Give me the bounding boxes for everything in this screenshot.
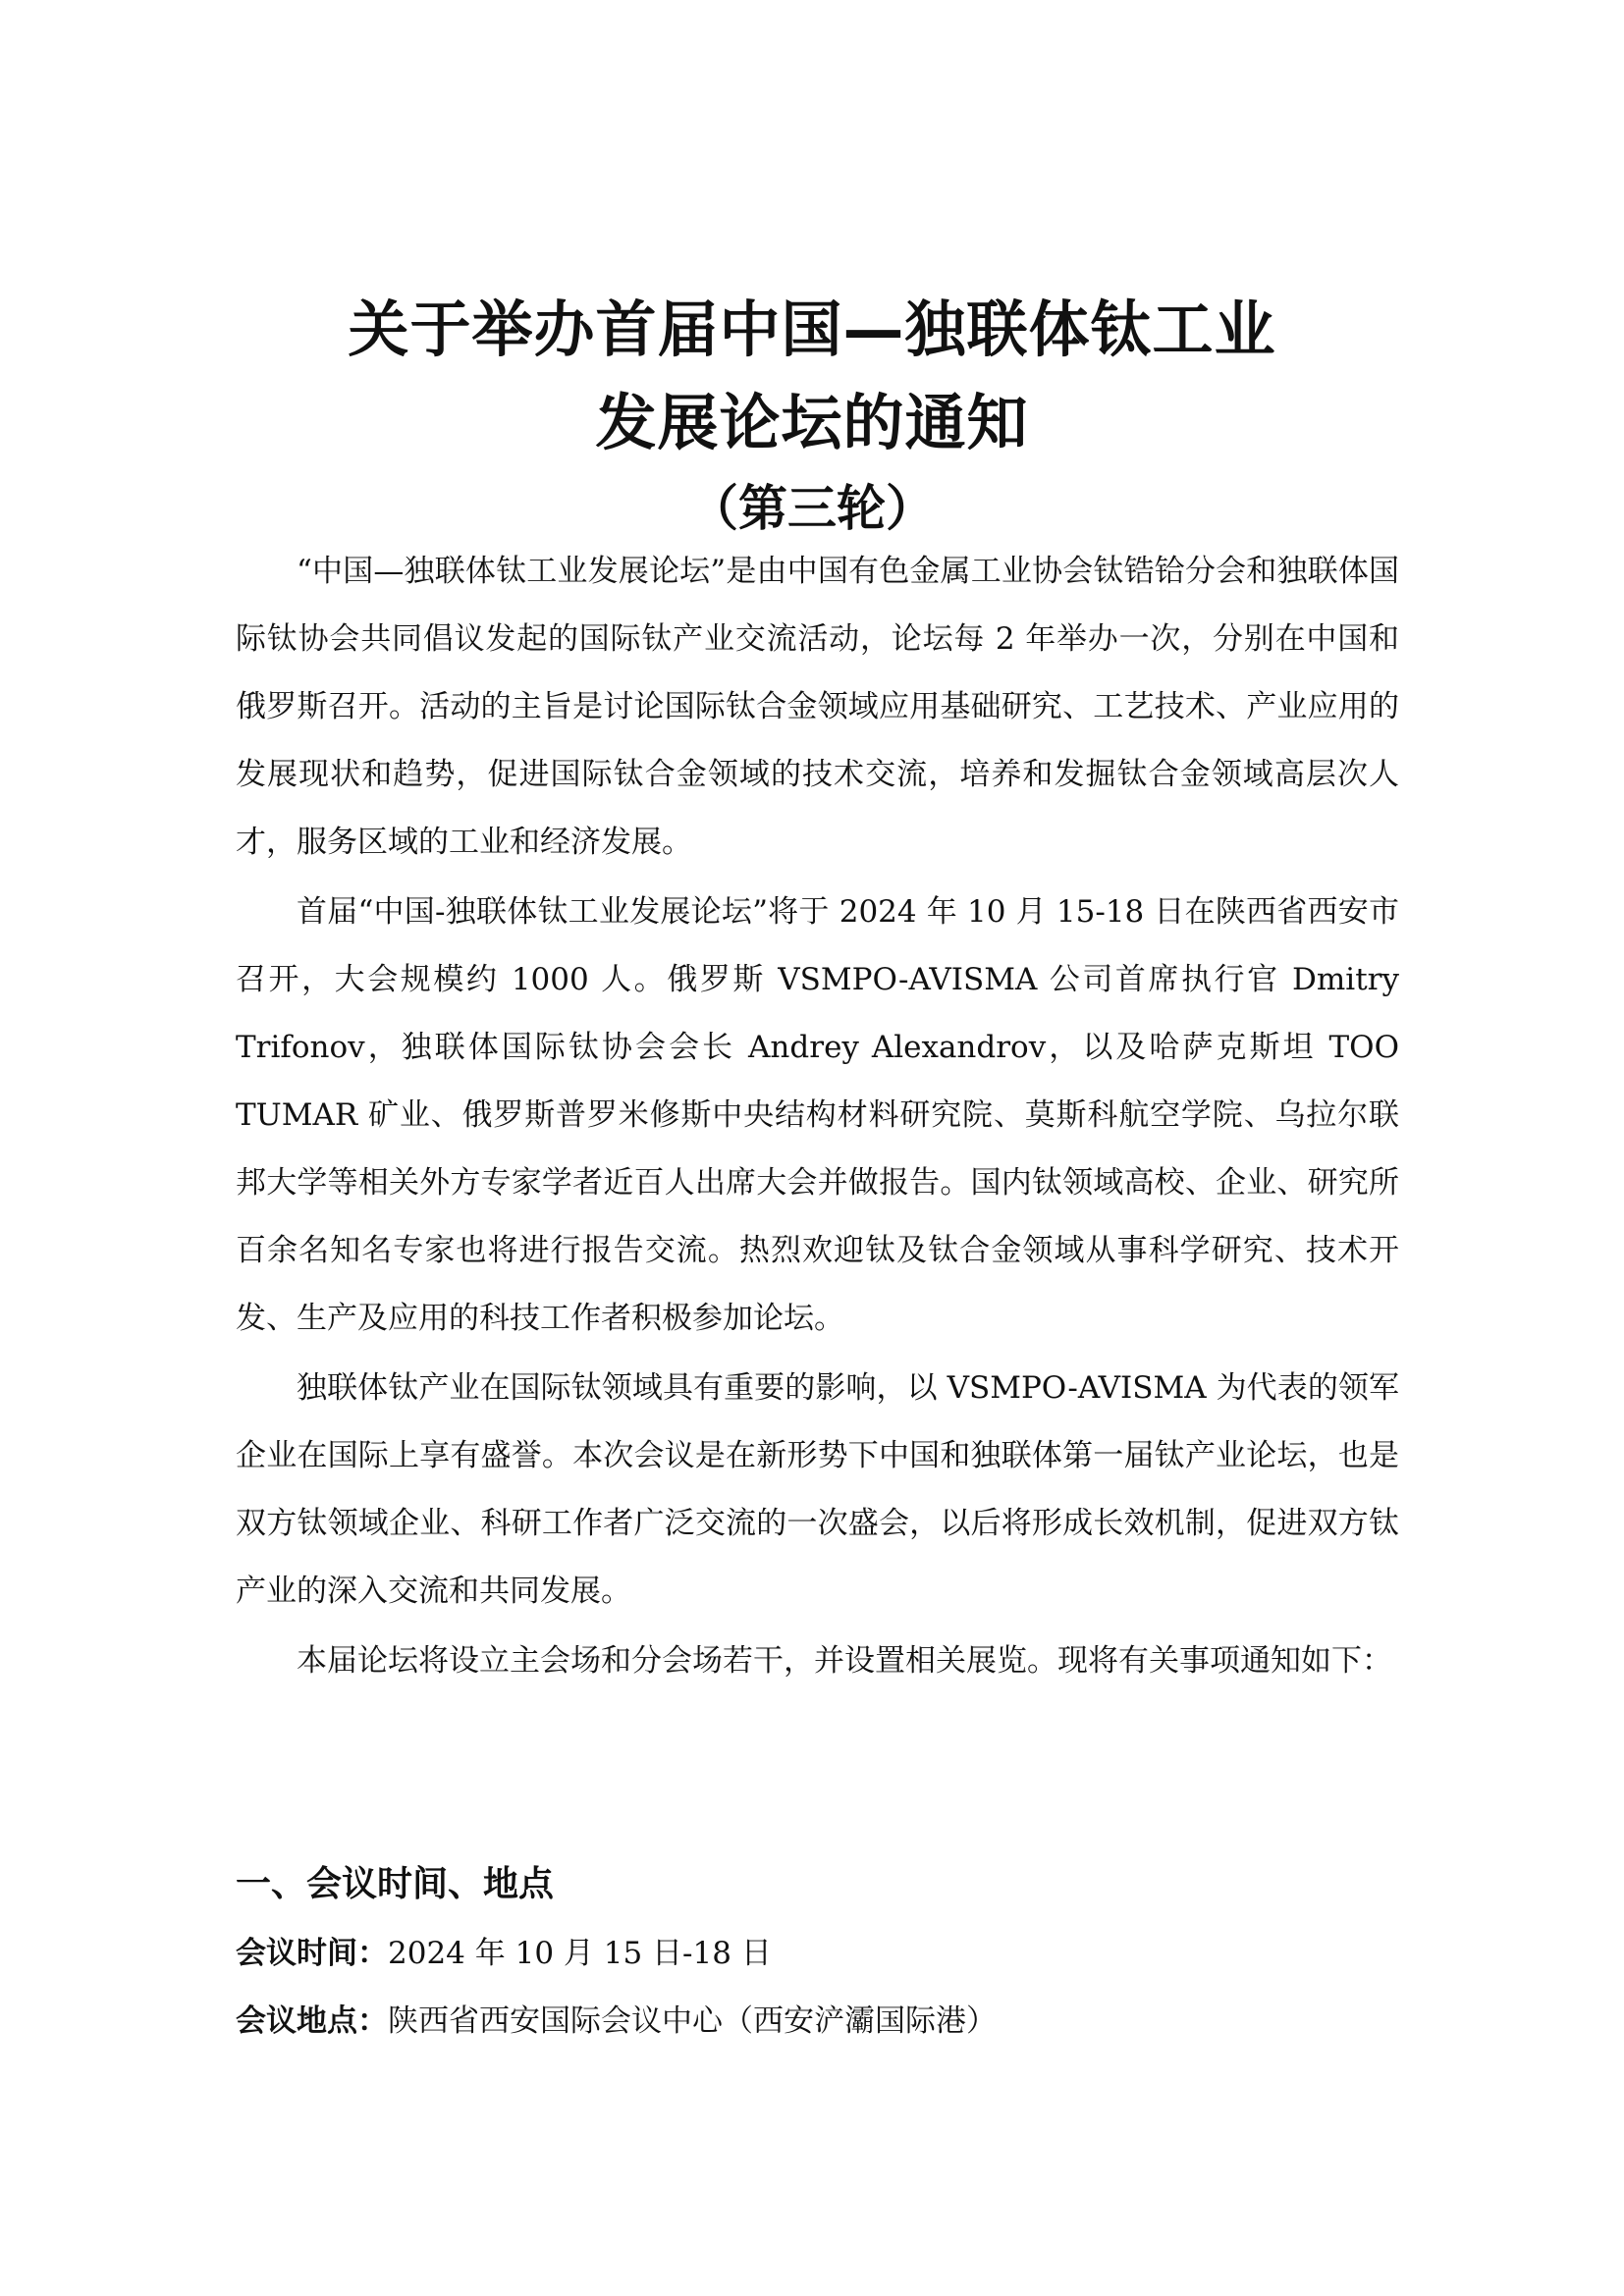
- section-heading: 一、会议时间、地点: [236, 1864, 555, 1904]
- paragraph-notice-intro: 本届论坛将设立主会场和分会场若干，并设置相关展览。现将有关事项通知如下：: [297, 1643, 1392, 1679]
- title-line-2: 发展论坛的通知: [595, 387, 1029, 458]
- paragraph-cis-industry: 独联体钛产业在国际钛领域具有重要的影响，以 VSMPO-AVISMA 为代表的领军企业在国际上享有盛誉。本次会议是在新形势下中国和独联体第一届钛产业论坛，也是双方钛领域企业、科研工作者广泛交流的一次盛会，以后将形成长效机制，促进双方钛产业的深入交流和共同发展。: [236, 1370, 1399, 1609]
- paragraph-forum-details: 首届“中国-独联体钛工业发展论坛”将于 2024 年 10 月 15-18 日在陕西省西安市召开，大会规模约 1000 人。俄罗斯 VSMPO-AVISMA 公司首席执行官 Dmitry Trifonov，独联体国际钛协会会长 Andrey Alexandrov，以及哈萨克斯坦 TOO TUMAR 矿业、俄罗斯普罗米修斯中央结构材料研究院、莫斯科航空学院、乌拉尔联邦大学等相关外方专家学者近百人出席大会并做报告。国内钛领域高校、企业、研究所百余名知名专家也将进行报告交流。热烈欢迎钛及钛合金领域从事科学研究、技术开发、生产及应用的科技工作者积极参加论坛。: [236, 894, 1399, 1336]
- meeting-place-value: 陕西省西安国际会议中心（西安浐灞国际港）: [388, 2003, 997, 2039]
- meeting-place-label: 会议地点：: [236, 2003, 388, 2039]
- document-title: [0, 283, 1624, 548]
- meeting-place-line: [236, 1988, 1399, 2056]
- meeting-time-line: [236, 1920, 1399, 1988]
- paragraph-intro: “中国—独联体钛工业发展论坛”是由中国有色金属工业协会钛锆铪分会和独联体国际钛协会共同倡议发起的国际钛产业交流活动，论坛每 2 年举办一次，分别在中国和俄罗斯召开。活动的主旨是讨论国际钛合金领域应用基础研究、工艺技术、产业应用的发展现状和趋势，促进国际钛合金领域的技术交流，培养和发掘钛合金领域高层次人才，服务区域的工业和经济发展。: [236, 554, 1399, 860]
- meeting-time-label: 会议时间：: [236, 1936, 388, 1971]
- title-round: （第三轮）: [689, 480, 935, 537]
- meeting-time-value: 2024 年 10 月 15 日-18 日: [388, 1936, 772, 1971]
- title-line-1: 关于举办首届中国—独联体钛工业: [348, 294, 1276, 365]
- document-body: [236, 538, 1399, 1697]
- section-time-location: [236, 1849, 1399, 2056]
